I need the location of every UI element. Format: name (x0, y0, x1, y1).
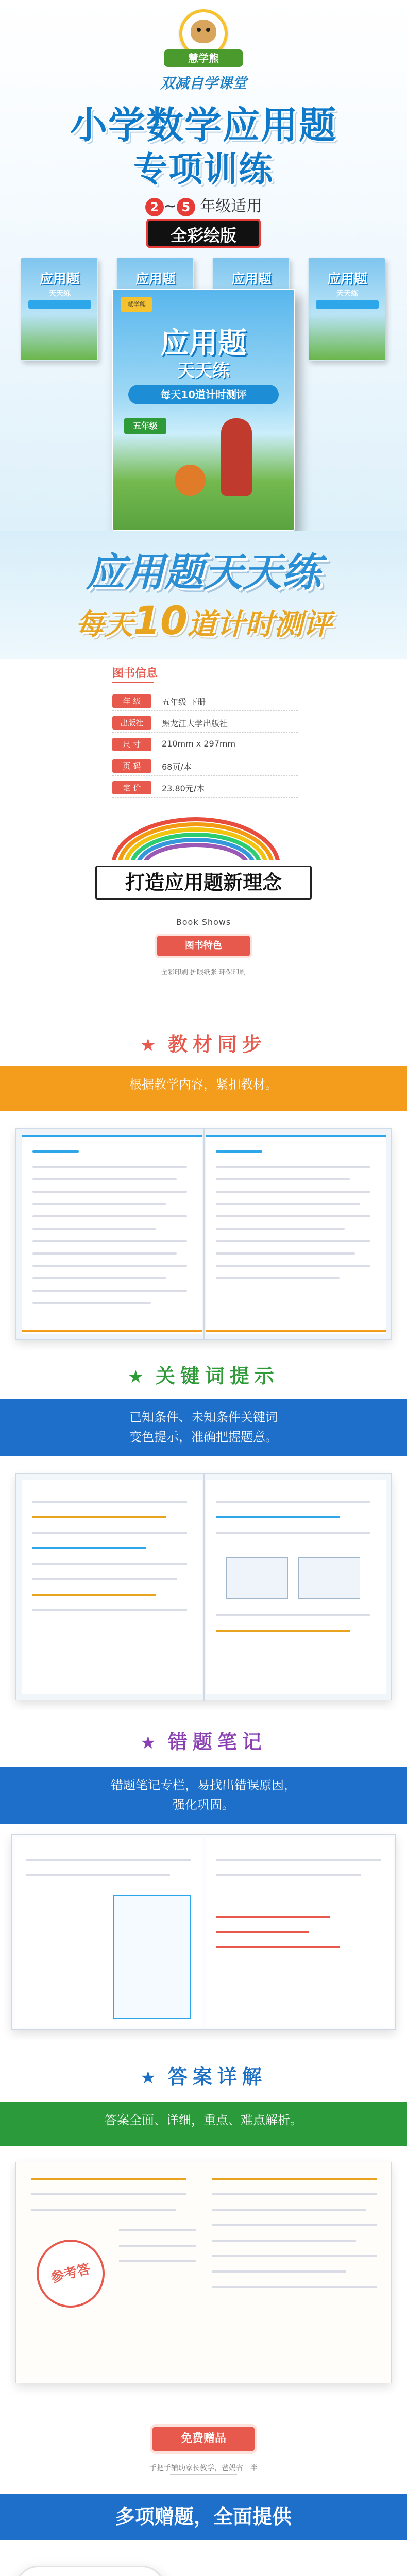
free-gifts-pill: 免费赠品 (152, 2427, 255, 2451)
section-description-bar (0, 1399, 407, 1456)
grade-from: 2 (145, 198, 164, 216)
mini-book-title: 应用题 (39, 272, 80, 287)
mini-book-title: 应用题 (231, 272, 272, 287)
mini-book (308, 258, 385, 361)
main-book-timer: 每天10道计时测评 (128, 385, 279, 404)
textbook-sync-section (0, 1015, 407, 1350)
section-description-line1: 已知条件、未知条件关键词 (129, 1410, 278, 1425)
grade-range (0, 193, 407, 216)
free-gifts-section (0, 2411, 407, 2576)
mini-book-strip (316, 300, 379, 309)
section-title: 关键词提示 (155, 1365, 279, 1387)
sample-answer-spread (15, 2162, 392, 2383)
star-icon: ★ (140, 1035, 156, 1056)
section-heading (0, 2061, 407, 2089)
info-label: 尺 寸 (112, 738, 151, 751)
section-title: 答案详解 (167, 2065, 267, 2088)
star-icon: ★ (140, 1733, 156, 1753)
section-heading (0, 1360, 407, 1388)
sample-page-left (15, 1838, 202, 2027)
mini-book-strip (28, 300, 91, 309)
heading-underline (112, 682, 154, 683)
info-row (112, 691, 298, 711)
book-info-heading: 图书信息 (112, 667, 158, 680)
concept-section (0, 860, 407, 1015)
info-value: 68页/本 (162, 762, 192, 772)
star-icon: ★ (128, 1367, 144, 1387)
rainbow-icon (93, 814, 299, 866)
section-description-line2: 变色提示，准确把握题意。 (129, 1430, 278, 1444)
main-book-title: 应用题 (160, 327, 247, 360)
sample-page-right (206, 1135, 386, 1334)
free-gifts-subtitle: 手把手辅助家长教学，爸妈省一半 (149, 2464, 258, 2472)
keyword-hint-section (0, 1350, 407, 1710)
main-book-brand: 慧学熊 (121, 297, 152, 312)
section-description: 答案全面、详细，重点、难点解析。 (105, 2113, 302, 2127)
section-description-bar (0, 2102, 407, 2146)
section-heading (0, 1028, 407, 1057)
mini-book-title: 应用题 (327, 272, 367, 287)
book-info-section (0, 659, 407, 866)
book-spine (204, 1474, 205, 1701)
info-label: 定 价 (112, 781, 151, 794)
slogan-number: 10 (133, 598, 188, 643)
concept-banner: 打造应用题新理念 (95, 866, 312, 900)
star-icon: ★ (140, 2067, 156, 2088)
info-value: 23.80元/本 (162, 784, 205, 793)
info-value: 黑龙江大学出版社 (162, 719, 228, 728)
sample-page-spread (15, 1473, 392, 1700)
grade-to: 5 (177, 198, 195, 216)
big-slogan-line1: 应用题天天练 (86, 549, 321, 595)
info-label: 出版社 (112, 716, 151, 730)
main-book-cover (112, 289, 295, 531)
grade-sep: ~ (163, 197, 177, 215)
section-description-bar (0, 1767, 407, 1824)
free-gifts-banner: 多项赠题，全面提供 (0, 2494, 407, 2540)
sample-notes-spread (11, 1834, 396, 2030)
hero-title-line2: 专项训练 (133, 149, 274, 189)
slogan-band (0, 531, 407, 659)
section-description-line1: 错题笔记专栏，易找出错误原因， (111, 1778, 296, 1792)
slogan-prefix: 每天 (75, 608, 133, 641)
big-slogan-line2 (0, 598, 407, 643)
mini-book-sub: 天天练 (336, 290, 358, 298)
hero-slogan: 双减自学课堂 (160, 75, 247, 92)
sample-page-spread (15, 1128, 392, 1340)
info-value: 五年级 下册 (162, 697, 206, 707)
book-shows-label: Book Shows (176, 917, 231, 927)
brand-name: 慧学熊 (164, 49, 243, 67)
player-illustration (221, 418, 252, 496)
mini-book-sub: 天天练 (49, 290, 71, 298)
info-row (112, 778, 298, 798)
features-pill: 图书特色 (157, 936, 250, 956)
mini-book (21, 258, 98, 361)
section-heading (0, 1726, 407, 1754)
info-value: 210mm x 297mm (162, 739, 236, 749)
info-row (112, 735, 298, 754)
sample-page-right (206, 1838, 393, 2027)
main-book-sub: 天天练 (177, 361, 230, 381)
features-subtitle: 全彩印刷 护眼纸张 环保印刷 (161, 969, 246, 976)
divider (170, 2474, 237, 2475)
hero-section (0, 0, 407, 598)
book-spine (204, 1129, 205, 1340)
info-label: 年 级 (112, 694, 151, 708)
section-title: 错题笔记 (167, 1731, 267, 1753)
info-row (112, 713, 298, 733)
section-title: 教材同步 (167, 1033, 267, 1056)
color-edition-badge: 全彩绘版 (146, 219, 261, 248)
reference-answer-stamp: 参考答 (29, 2232, 112, 2315)
section-description-bar (0, 1066, 407, 1111)
sample-page-left (22, 1135, 202, 1334)
info-row (112, 756, 298, 776)
basketball-illustration (175, 465, 206, 496)
phone-mockup (15, 2566, 165, 2576)
section-description: 根据教学内容，紧扣教材。 (129, 1077, 278, 1092)
answer-explanation-section (0, 2040, 407, 2411)
sample-page-left (22, 1480, 202, 1694)
grade-suffix: 年级适用 (200, 197, 262, 215)
slogan-suffix: 道计时测评 (187, 608, 332, 641)
main-book-grade: 五年级 (124, 418, 166, 434)
error-notes-section (0, 1710, 407, 2040)
info-label: 页 码 (112, 759, 151, 773)
sample-page-right (206, 1480, 386, 1694)
hero-title-line1: 小学数学应用题 (70, 104, 337, 147)
section-description-line2: 强化巩固。 (173, 1798, 234, 1812)
mini-book-title: 应用题 (135, 272, 176, 287)
